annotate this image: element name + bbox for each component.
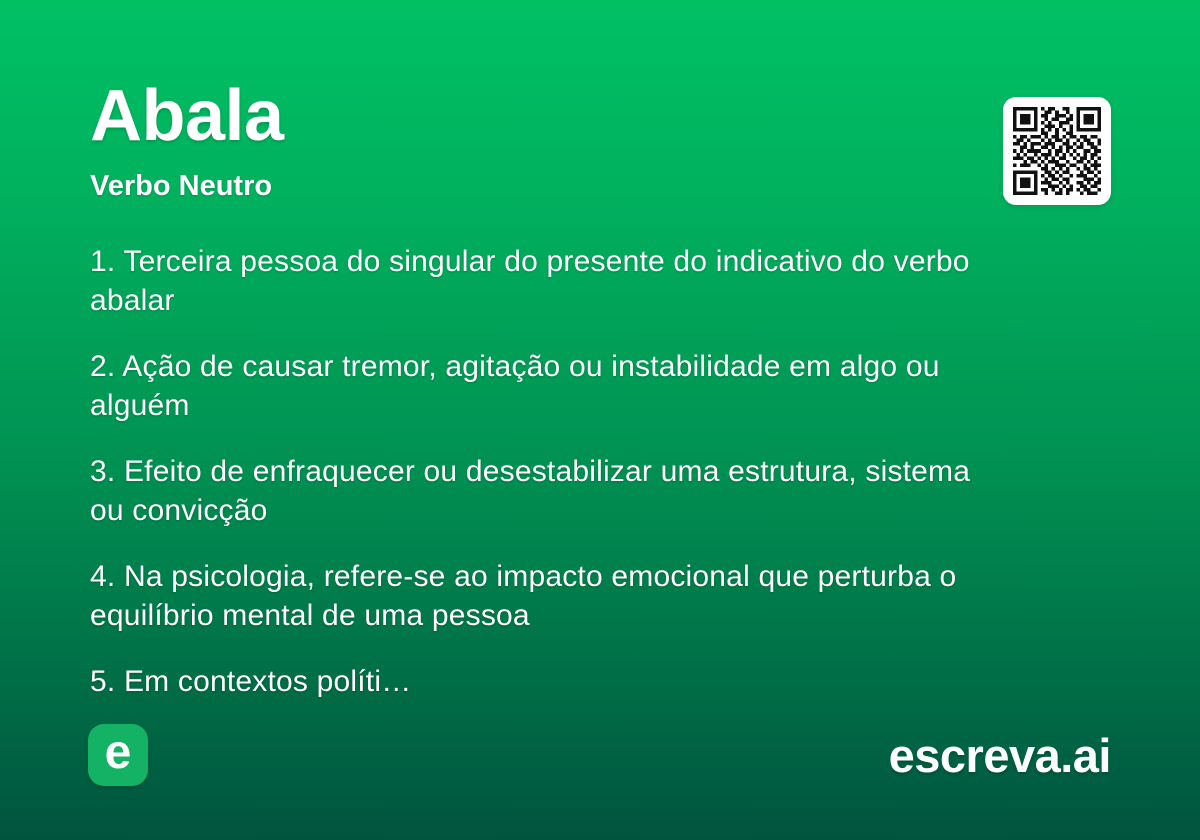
definition-item-1	[90, 242, 1140, 320]
brand-logo-letter: e	[104, 726, 132, 779]
definition-line: 2. Ação de causar tremor, agitação ou instabilidade em algo ou	[90, 350, 940, 383]
definition-line: 3. Efeito de enfraquecer ou desestabilizar uma estrutura, sistema	[90, 455, 971, 488]
definitions-list	[90, 242, 1140, 728]
brand-logo-icon	[88, 724, 148, 786]
brand-name: escreva.ai	[888, 728, 1111, 782]
definition-item-2	[90, 347, 1140, 425]
header-block	[90, 76, 284, 203]
definition-line: 5. Em contextos políti…	[90, 665, 412, 698]
definition-line: 1. Terceira pessoa do singular do presente do indicativo do verbo	[90, 245, 970, 278]
word-class-label: Verbo Neutro	[90, 170, 273, 202]
definition-line: 4. Na psicologia, refere-se ao impacto emocional que perturba o	[90, 560, 957, 593]
definition-line: ou convicção	[90, 494, 268, 527]
definition-line: abalar	[90, 284, 175, 317]
definition-line: alguém	[90, 389, 190, 422]
word-title: Abala	[90, 76, 284, 156]
footer	[88, 722, 1111, 788]
qr-code	[1003, 97, 1111, 205]
definition-item-4	[90, 557, 1140, 635]
definition-item-5	[90, 662, 1140, 701]
definition-item-3	[90, 452, 1140, 530]
qr-code-svg	[1013, 107, 1101, 195]
definition-line: equilíbrio mental de uma pessoa	[90, 599, 530, 632]
